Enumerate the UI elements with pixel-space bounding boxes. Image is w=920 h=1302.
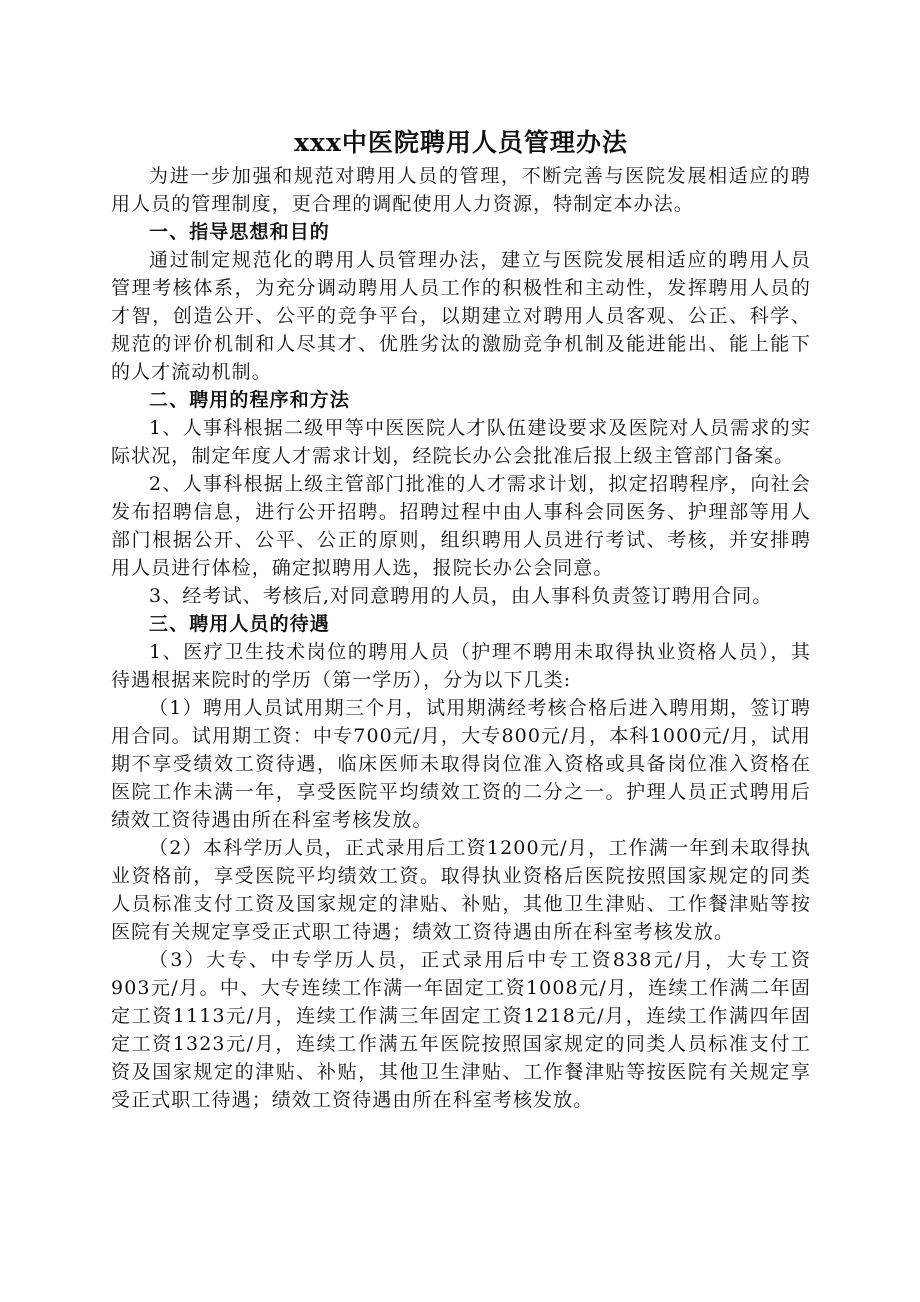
document-title: xxx中医院聘用人员管理办法 bbox=[294, 128, 628, 157]
section3-sub2: （2）本科学历人员，正式录用后工资1200元/月，工作满一年到未取得执业资格前，享受医院平均绩效工资。取得执业资格后医院按照国家规定的同类人员标准支付工资及国家规定的津贴、补贴，其他卫生津贴、工作餐津贴等按医院有关规定享受正式职工待遇；绩效工资待遇由所在科室考核发放。 bbox=[111, 837, 811, 943]
section1-heading: 一、指导思想和目的 bbox=[149, 221, 330, 243]
section2-item2: 2、人事科根据上级主管部门批准的人才需求计划，拟定招聘程序，向社会发布招聘信息，进行公开招聘。招聘过程中由人事科会同医务、护理部等用人部门根据公开、公平、公正的原则，组织聘用人员进行考试、考核，并安排聘用人员进行体检，确定拟聘用人选，报院长办公会同意。 bbox=[111, 473, 811, 579]
section2-item1: 1、人事科根据二级甲等中医医院人才队伍建设要求及医院对人员需求的实际状况，制定年度人才需求计划，经院长办公会批准后报上级主管部门备案。 bbox=[111, 417, 811, 467]
section3-heading: 三、聘用人员的待遇 bbox=[149, 613, 330, 635]
document-page bbox=[111, 126, 811, 1114]
section1-text: 通过制定规范化的聘用人员管理办法，建立与医院发展相适应的聘用人员管理考核体系，为充分调动聘用人员工作的积极性和主动性，发挥聘用人员的才智，创造公开、公平的竞争平台，以期建立对聘用人员客观、公正、科学、规范的评价机制和人尽其才、优胜劣汰的激励竞争机制及能进能出、能上能下的人才流动机制。 bbox=[111, 249, 811, 383]
section2-item3: 3、经考试、考核后,对同意聘用的人员，由人事科负责签订聘用合同。 bbox=[149, 585, 773, 607]
section3-sub3: （3）大专、中专学历人员，正式录用后中专工资838元/月，大专工资903元/月。中、大专连续工作满一年固定工资1008元/月，连续工作满二年固定工资1113元/月，连续工作满三年固定工资1218元/月，连续工作满四年固定工资1323元/月，连续工作满五年医院按照国家规定的同类人员标准支付工资及国家规定的津贴、补贴，其他卫生津贴、工作餐津贴等按医院有关规定享受正式职工待遇；绩效工资待遇由所在科室考核发放。 bbox=[111, 949, 811, 1111]
intro-paragraph: 为进一步加强和规范对聘用人员的管理，不断完善与医院发展相适应的聘用人员的管理制度，更合理的调配使用人力资源，特制定本办法。 bbox=[111, 165, 811, 215]
section2-heading: 二、聘用的程序和方法 bbox=[149, 389, 351, 411]
section3-item1: 1、医疗卫生技术岗位的聘用人员（护理不聘用未取得执业资格人员），其待遇根据来院时的学历（第一学历），分为以下几类: bbox=[111, 641, 811, 691]
section3-sub1: （1）聘用人员试用期三个月，试用期满经考核合格后进入聘用期，签订聘用合同。试用期工资：中专700元/月，大专800元/月，本科1000元/月，试用期不享受绩效工资待遇，临床医师未取得岗位准入资格或具备岗位准入资格在医院工作未满一年，享受医院平均绩效工资的二分之一。护理人员正式聘用后绩效工资待遇由所在科室考核发放。 bbox=[111, 697, 811, 831]
